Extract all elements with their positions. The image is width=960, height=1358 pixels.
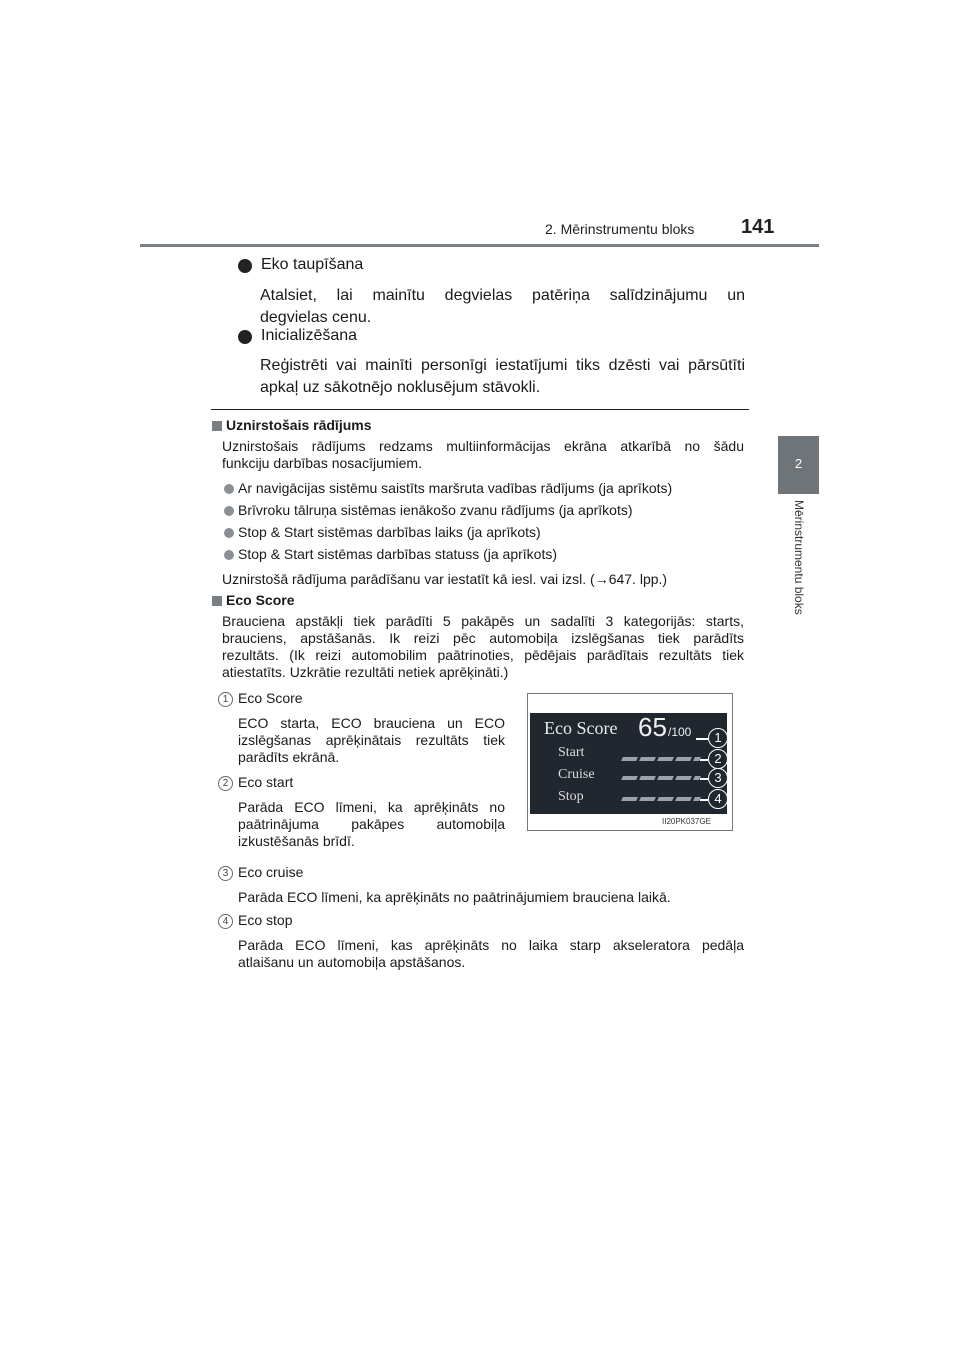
eco-level-segment — [657, 797, 674, 801]
item-title-initialize: Inicializēšana — [261, 327, 358, 344]
page-number: 141 — [741, 216, 775, 238]
square-bullet-icon — [212, 596, 222, 606]
bullet-dot-icon — [238, 330, 252, 344]
callout-badge: 4 — [708, 789, 728, 809]
section-title: 2. Mērinstrumentu bloks — [545, 221, 695, 237]
eco-item-title: Eco cruise — [238, 864, 304, 880]
item-number-badge: 3 — [218, 866, 233, 881]
popup-bullet: Stop & Start sistēmas darbības statuss (ja aprīkots) — [238, 546, 558, 562]
eco-level-segment — [657, 776, 674, 780]
popup-note: Uznirstošā rādījuma parādīšanu var iestatīt kā iesl. vai izsl. (→647. lpp.) — [222, 571, 668, 587]
eco-level-segment — [621, 757, 638, 761]
bullet-dot-icon — [238, 259, 252, 273]
eco-level-segment — [639, 797, 656, 801]
eco-item-desc: parādīts ekrānā. — [238, 749, 340, 765]
callout-badge: 1 — [708, 728, 728, 748]
display-score: 65 — [638, 712, 667, 742]
item-desc-eco-saving-line2: degvielas cenu. — [260, 309, 372, 326]
callout-line — [700, 799, 708, 801]
eco-item-desc: Parāda ECO līmeni, ka aprēķināts no — [238, 799, 505, 815]
popup-bullet: Ar navigācijas sistēmu saistīts maršruta vadības rādījums (ja aprīkots) — [238, 480, 673, 496]
popup-intro-line2: funkciju darbības nosacījumiem. — [222, 455, 422, 471]
eco-item-title: Eco Score — [238, 690, 303, 706]
callout-line — [700, 759, 708, 761]
eco-item-desc: izkustēšanās brīdī. — [238, 833, 355, 849]
item-desc-initialize-line1: Reģistrēti vai mainīti personīgi iestatījumi tiks dzēsti vai pārsūtīti — [260, 357, 745, 374]
bullet-dot-icon — [224, 528, 234, 538]
eco-level-segment — [675, 776, 692, 780]
eco-item-desc: atlaišanu un automobiļa apstāšanos. — [238, 954, 466, 970]
display-row-label: Start — [558, 745, 585, 760]
callout-badge: 2 — [708, 749, 728, 769]
callout-line — [696, 738, 708, 740]
bullet-dot-icon — [224, 484, 234, 494]
eco-item-desc: ECO starta, ECO brauciena un ECO — [238, 715, 505, 731]
eco-item-desc: izslēgšanas aprēķinātais rezultāts tiek — [238, 732, 505, 748]
eco-intro-line: rezultāts. (Ik reizi automobilim paātrinoties, pēdējais parādītais rezultāts tiek — [222, 647, 744, 663]
bullet-dot-icon — [224, 506, 234, 516]
eco-level-segment — [639, 776, 656, 780]
callout-badge: 3 — [708, 768, 728, 788]
popup-bullet: Stop & Start sistēmas darbības laiks (ja aprīkots) — [238, 524, 541, 540]
display-title: Eco Score — [544, 718, 618, 738]
chapter-tab-label: Mērinstrumentu bloks — [792, 500, 806, 615]
eco-item-desc: paātrinājuma pakāpes automobiļa — [238, 816, 505, 832]
eco-item-desc: Parāda ECO līmeni, ka aprēķināts no paātrinājumiem brauciena laikā. — [238, 889, 671, 905]
popup-intro-line1: Uznirstošais rādījums redzams multiinformācijas ekrāna atkarībā no šādu — [222, 438, 744, 454]
eco-level-segment — [621, 797, 638, 801]
eco-level-segment — [675, 797, 692, 801]
eco-intro-line: atiestatīts. Uzkrātie rezultāti netiek aprēķināti.) — [222, 664, 509, 680]
eco-level-segment — [621, 776, 638, 780]
callout-line — [700, 778, 708, 780]
eco-intro-line: Brauciena apstākļi tiek parādīti 5 pakāpēs un sadalīti 3 kategorijās: starts, — [222, 613, 744, 629]
figure-code: II20PK037GE — [662, 817, 711, 826]
display-score-max: /100 — [668, 725, 692, 739]
eco-item-title: Eco stop — [238, 912, 293, 928]
item-number-badge: 1 — [218, 692, 233, 707]
chapter-tab-number: 2 — [794, 456, 803, 471]
eco-item-title: Eco start — [238, 774, 294, 790]
square-bullet-icon — [212, 421, 222, 431]
item-desc-initialize-line2: apkaļ uz sākotnējo noklusējum stāvokli. — [260, 379, 541, 396]
display-row-label: Cruise — [558, 767, 595, 782]
display-row-label: Stop — [558, 789, 584, 804]
eco-section-title: Eco Score — [226, 592, 295, 608]
eco-intro-line: brauciens, apstāšanās. Ik reizi pēc automobiļa izslēgšanas tiek parādīts — [222, 630, 744, 646]
item-number-badge: 4 — [218, 914, 233, 929]
item-number-badge: 2 — [218, 776, 233, 791]
header-rule — [140, 244, 819, 247]
popup-bullet: Brīvroku tālruņa sistēmas ienākošo zvanu rādījums (ja aprīkots) — [238, 502, 633, 518]
bullet-dot-icon — [224, 550, 234, 560]
eco-level-segment — [639, 757, 656, 761]
eco-item-desc: Parāda ECO līmeni, kas aprēķināts no laika starp akseleratora pedāļa — [238, 937, 744, 953]
item-desc-eco-saving-line1: Atalsiet, lai mainītu degvielas patēriņa salīdzinājumu un — [260, 287, 745, 304]
eco-level-segment — [675, 757, 692, 761]
section-divider — [211, 409, 749, 410]
popup-section-title: Uznirstošais rādījums — [226, 417, 372, 433]
item-title-eco-saving: Eko taupīšana — [261, 256, 364, 273]
eco-level-segment — [657, 757, 674, 761]
